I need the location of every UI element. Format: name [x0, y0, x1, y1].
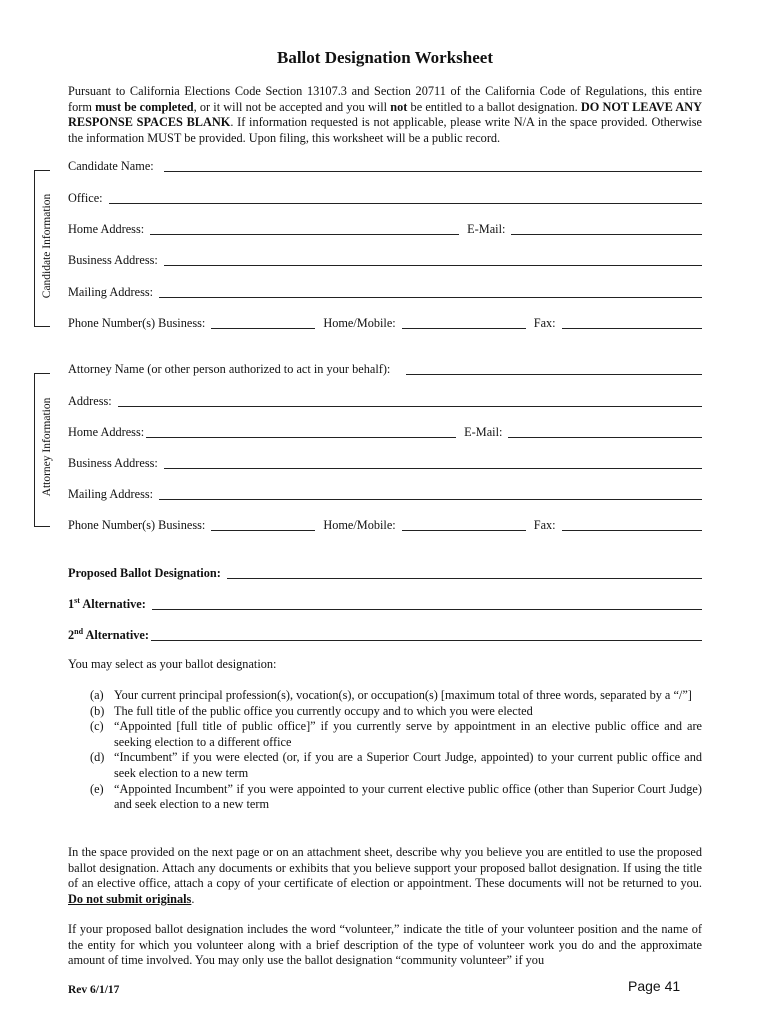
candidate-fax-field[interactable]	[562, 316, 702, 329]
option-b	[90, 704, 702, 720]
second-alternative-row	[68, 625, 702, 643]
attorney-address-label: Address:	[68, 394, 112, 408]
attorney-home-mobile-label: Home/Mobile:	[323, 518, 396, 532]
second-alternative-num: 2	[68, 628, 75, 642]
do-not-submit-originals: Do not submit originals	[68, 891, 192, 906]
intro-bold-2: not	[390, 99, 408, 114]
option-d-text: “Incumbent” if you were elected (or, if you are a Superior Court Judge, appointed) to your current public office and seek election to a new term	[114, 750, 702, 780]
office-field[interactable]	[109, 191, 702, 204]
second-alternative-text: Alternative:	[83, 628, 149, 642]
proposed-designation-field[interactable]	[227, 566, 702, 579]
attorney-name-label: Attorney Name (or other person authorized to act in your behalf):	[68, 362, 391, 376]
option-e-text: “Appointed Incumbent” if you were appointed to your current elective public office (other than Superior Court Judge) and seek election to a new term	[114, 781, 702, 812]
intro-paragraph	[68, 84, 702, 146]
office-label: Office:	[68, 191, 103, 205]
candidate-name-field[interactable]	[164, 159, 702, 172]
second-alternative-sup: nd	[74, 626, 84, 636]
candidate-business-address-field[interactable]	[164, 253, 702, 266]
candidate-email-label: E-Mail:	[467, 222, 506, 236]
attorney-phone-business-field[interactable]	[211, 518, 315, 531]
second-alternative-field[interactable]	[151, 628, 702, 641]
first-alternative-field[interactable]	[152, 597, 702, 610]
candidate-home-mobile-field[interactable]	[402, 316, 526, 329]
page-number: Page 41	[628, 978, 681, 994]
attorney-phone-business-label: Phone Number(s) Business:	[68, 518, 206, 532]
proposed-designation-label: Proposed Ballot Designation:	[68, 566, 221, 580]
supporting-documents-text: In the space provided on the next page or on an attachment sheet, describe why you believe you are entitled to use the proposed ballot designation. Attach any documents or exhibits that you believe support your proposed ballot designation. If using the title of an elective office, attach a copy of your certificate of election or appointment. These documents will not be returned to you.	[68, 845, 702, 891]
first-alternative-text: Alternative:	[79, 597, 146, 611]
supporting-documents-paragraph	[68, 845, 702, 907]
intro-bold-1: must be completed	[95, 99, 194, 114]
option-e	[90, 782, 702, 813]
attorney-address-row	[68, 391, 702, 409]
attorney-fax-field[interactable]	[562, 518, 702, 531]
intro-text-3: be entitled to a ballot designation.	[407, 99, 581, 114]
candidate-bracket-bottom	[34, 326, 50, 327]
option-b-text: The full title of the public office you currently occupy and to which you were elected	[114, 703, 533, 718]
candidate-phone-row	[68, 313, 702, 331]
option-d	[90, 750, 702, 781]
attorney-home-mobile-field[interactable]	[402, 518, 526, 531]
page-title: Ballot Designation Worksheet	[277, 48, 493, 67]
option-a	[90, 688, 702, 704]
attorney-phone-row	[68, 515, 702, 533]
attorney-email-label: E-Mail:	[464, 425, 503, 439]
office-row	[68, 188, 702, 206]
option-c-text: “Appointed [full title of public office]” if you currently serve by appointment in an elective public office and are seeking election to a different office	[114, 719, 702, 749]
intro-text-2: , or it will not be accepted and you will	[193, 99, 391, 114]
candidate-business-address-row	[68, 250, 702, 268]
revision-date: Rev 6/1/17	[68, 984, 120, 996]
attorney-email-field[interactable]	[508, 425, 702, 438]
volunteer-paragraph: If your proposed ballot designation includes the word “volunteer,” indicate the title of your volunteer position and the name of the entity for which you volunteer along with a brief description of the type of volunteer work you do and the approximate amount of time involved. You may only use the ballot designation “community volunteer” if you	[68, 922, 702, 968]
option-a-marker: (a)	[90, 688, 104, 702]
attorney-fax-label: Fax:	[533, 518, 556, 532]
candidate-home-address-row	[68, 219, 702, 237]
attorney-side-label: Attorney Information	[41, 397, 53, 497]
candidate-phone-business-field[interactable]	[211, 316, 315, 329]
candidate-mailing-address-label: Mailing Address:	[68, 285, 154, 299]
attorney-business-address-label: Business Address:	[68, 456, 158, 470]
attorney-home-address-field[interactable]	[146, 425, 456, 438]
candidate-name-label: Candidate Name:	[68, 159, 154, 173]
attorney-mailing-address-row	[68, 484, 702, 502]
candidate-email-field[interactable]	[511, 222, 702, 235]
supporting-documents-end: .	[191, 891, 195, 906]
option-e-marker: (e)	[90, 781, 104, 796]
attorney-business-address-row	[68, 453, 702, 471]
attorney-home-address-label: Home Address:	[68, 425, 145, 439]
select-intro: You may select as your ballot designation:	[68, 657, 277, 671]
designation-options	[90, 688, 702, 813]
candidate-fax-label: Fax:	[533, 316, 556, 330]
option-d-marker: (d)	[90, 750, 105, 765]
attorney-business-address-field[interactable]	[164, 456, 702, 469]
candidate-phone-business-label: Phone Number(s) Business:	[68, 316, 206, 330]
second-alternative-label	[68, 628, 151, 643]
candidate-home-mobile-label: Home/Mobile:	[323, 316, 396, 330]
candidate-name-row	[68, 156, 702, 174]
intro-bold-3: DO NOT LEAVE ANY RESPONSE SPACES BLANK	[68, 99, 702, 130]
option-a-text: Your current principal profession(s), vocation(s), or occupation(s) [maximum total of three words, separated by a “/”]	[114, 688, 692, 702]
option-c	[90, 719, 702, 750]
first-alternative-sup: st	[74, 595, 80, 605]
candidate-side-label: Candidate Information	[41, 193, 53, 299]
candidate-home-address-field[interactable]	[150, 222, 459, 235]
candidate-mailing-address-field[interactable]	[159, 285, 702, 298]
attorney-name-field[interactable]	[406, 362, 702, 375]
first-alternative-row	[68, 594, 702, 612]
attorney-home-address-row	[68, 422, 702, 440]
intro-text-1: Pursuant to California Elections Code Section 13107.3 and Section 20711 of the California Code of Regulations, this entire form	[68, 84, 702, 114]
intro-text-4: . If information requested is not applicable, please write N/A in the space provided. Otherwise the information MUST be provided. Upon filing, this worksheet will be a public record.	[68, 115, 702, 145]
first-alternative-label	[68, 597, 152, 612]
candidate-home-address-label: Home Address:	[68, 222, 145, 236]
attorney-mailing-address-label: Mailing Address:	[68, 487, 154, 501]
option-b-marker: (b)	[90, 703, 105, 718]
attorney-name-row	[68, 359, 702, 377]
option-c-marker: (c)	[90, 719, 104, 734]
first-alternative-num: 1	[68, 597, 75, 611]
proposed-designation-row	[68, 563, 702, 581]
candidate-mailing-address-row	[68, 282, 702, 300]
attorney-mailing-address-field[interactable]	[159, 487, 702, 500]
attorney-address-field[interactable]	[118, 394, 702, 407]
candidate-business-address-label: Business Address:	[68, 253, 158, 267]
